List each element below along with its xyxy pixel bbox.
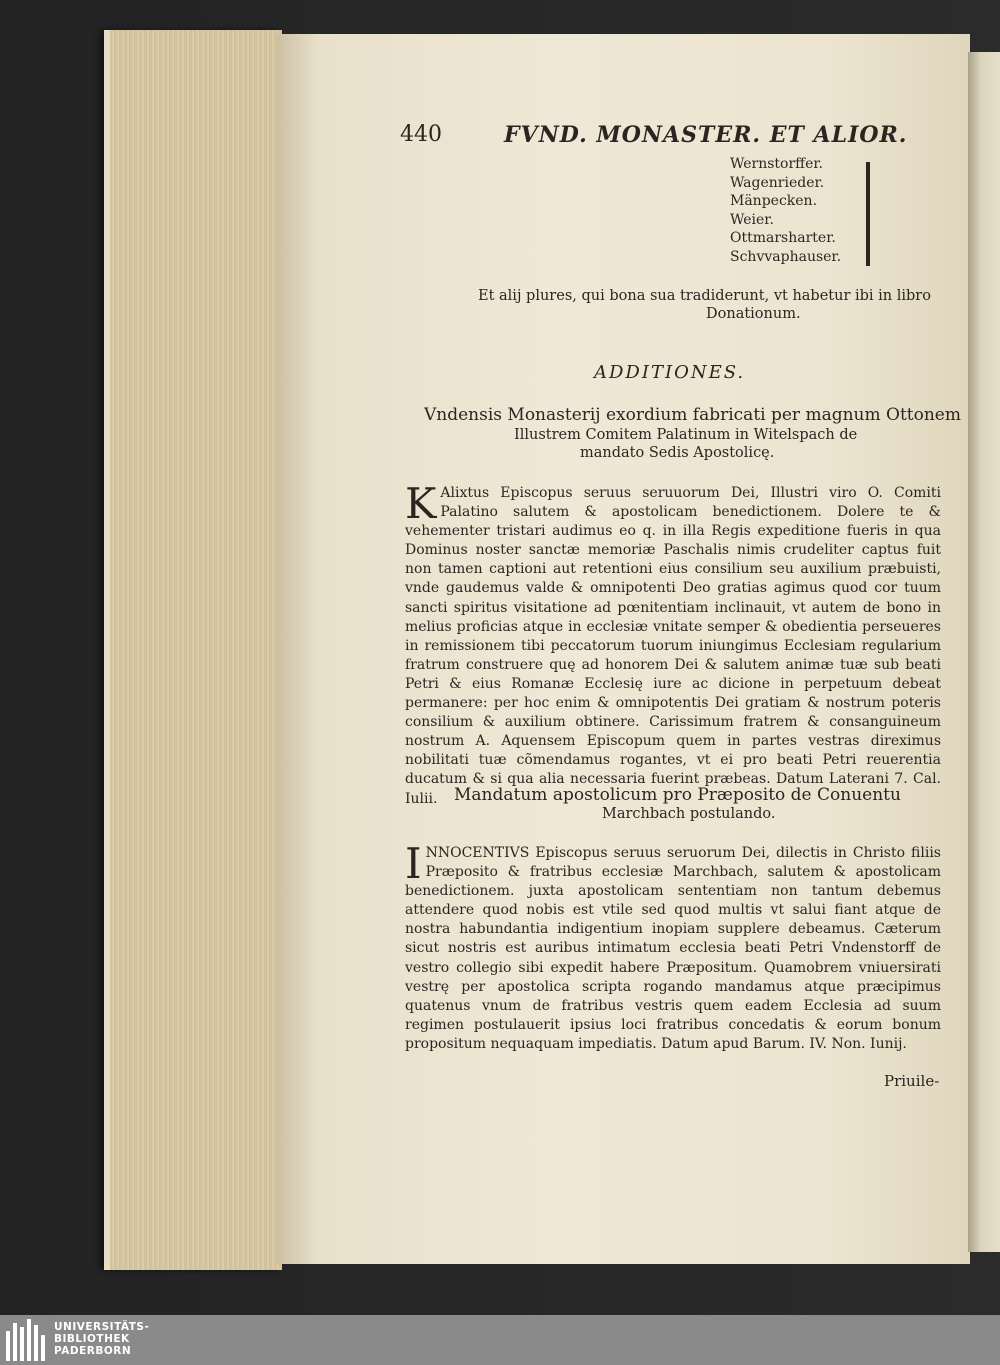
library-logo-text (54, 1321, 149, 1357)
name-list (730, 155, 841, 267)
library-logo-icon (6, 1319, 46, 1361)
facing-page-edge (968, 52, 1000, 1252)
intro-line-1: Et alij plures, qui bona sua tradiderunt, vt habetur ibi in libro (478, 288, 931, 304)
bracket-mark (866, 162, 870, 266)
logo-line-1: UNIVERSITÄTS- (54, 1321, 150, 1333)
dropcap: K (405, 479, 437, 528)
doc1-heading-line-1: Vndensis Monasterij exordium fabricati per magnum Ottonem (424, 405, 961, 425)
dropcap: I (405, 839, 422, 888)
doc1-heading-line-3: mandato Sedis Apostolicę. (580, 445, 775, 461)
logo-line-2: BIBLIOTHEK (54, 1333, 130, 1345)
doc2-heading-line-1: Mandatum apostolicum pro Præposito de Conuentu (454, 785, 901, 805)
name-item: Weier. (730, 211, 774, 228)
intro-line-2: Donationum. (706, 306, 801, 322)
doc1-heading-line-2: Illustrem Comitem Palatinum in Witelspach de (514, 427, 858, 443)
section-title: ADDITIONES. (594, 362, 746, 383)
doc1-body (405, 479, 941, 809)
catchword: Priuile- (884, 1072, 940, 1090)
page-header (400, 122, 960, 152)
doc2-heading-line-2: Marchbach postulando. (602, 806, 776, 822)
book-fore-edge (104, 30, 282, 1270)
name-item: Wagenrieder. (730, 174, 825, 191)
name-item: Mänpecken. (730, 193, 818, 210)
name-item: Wernstorffer. (730, 156, 824, 172)
name-item: Schvvaphauser. (730, 248, 842, 265)
doc2-body (405, 839, 941, 1054)
doc2-text: NNOCENTIVS Episcopus seruus seruorum Dei, dilectis in Christo filiis Præposito & fratribus ecclesiæ Marchbach, salutem & apostolicam benedictionem. juxta apostolicam sententiam non tantum debemus attendere quod nobis est vtile sed quod multis vt salui fiant atque de nostra habundantia indigentium inopiam supplere debeamus. Cæterum sicut nostris est auribus intimatum ecclesia beati Petri Vndenstorff de vestro collegio sibi expedit habere Præpositum. Quamobrem vniuersirati vestrę per apostolica scripta rogando mandamus atque præcipimus quatenus vnum de fratribus vestris quem eadem Ecclesia ad suum regimen postulauerit ipsius loci fratribus concedatis & eorum bonum propositum nequaquam impediatis. Datum apud Barum. IV. Non. Iunij. (405, 845, 941, 1052)
doc1-text: Alixtus Episcopus seruus seruuorum Dei, Illustri viro O. Comiti Palatino salutem & apostolicam benedictionem. Dolere te & vehementer tristari audimus eo q. in illa Regis expeditione fueris in qua Dominus noster sanctæ memoriæ Paschalis nimis crudeliter captus fuit non tamen captioni aut retentioni eius consilium seu auxilium præbuisti, vnde gaudemus valde & omnipotenti Deo gratias agimus quod cor tuum sancti spiritus visitatione ad pœnitentiam inclinauit, vt autem de bono in melius proficias atque in ecclesiæ vnitate semper & obedientia perseueres in remissionem tibi peccatorum tuorum iniungimus Ecclesiam regularium fratrum construere quę ad honorem Dei & salutem animæ tuæ sub beati Petri & eius Romanæ Ecclesię iure ac dicione in perpetuum debeat permanere: per hoc enim & omnipotentis Dei gratiam & nostrum poteris consilium & auxilium obtinere. Carissimum fratrem & consanguineum nostrum A. Aquensem Episcopum quem in partes vestras direximus nobilitati tuæ cõmendamus rogantes, vt ei pro beati Petri reuerentia ducatum & si qua alia necessaria fuerint præbeas. Datum Laterani 7. Cal. Iulii. (405, 485, 941, 807)
library-logo-bar (0, 1315, 1000, 1365)
logo-line-3: PADERBORN (54, 1345, 132, 1357)
page-number: 440 (400, 122, 442, 147)
name-item: Ottmarsharter. (730, 230, 836, 247)
running-head: FVND. MONASTER. ET ALIOR. (504, 122, 908, 148)
